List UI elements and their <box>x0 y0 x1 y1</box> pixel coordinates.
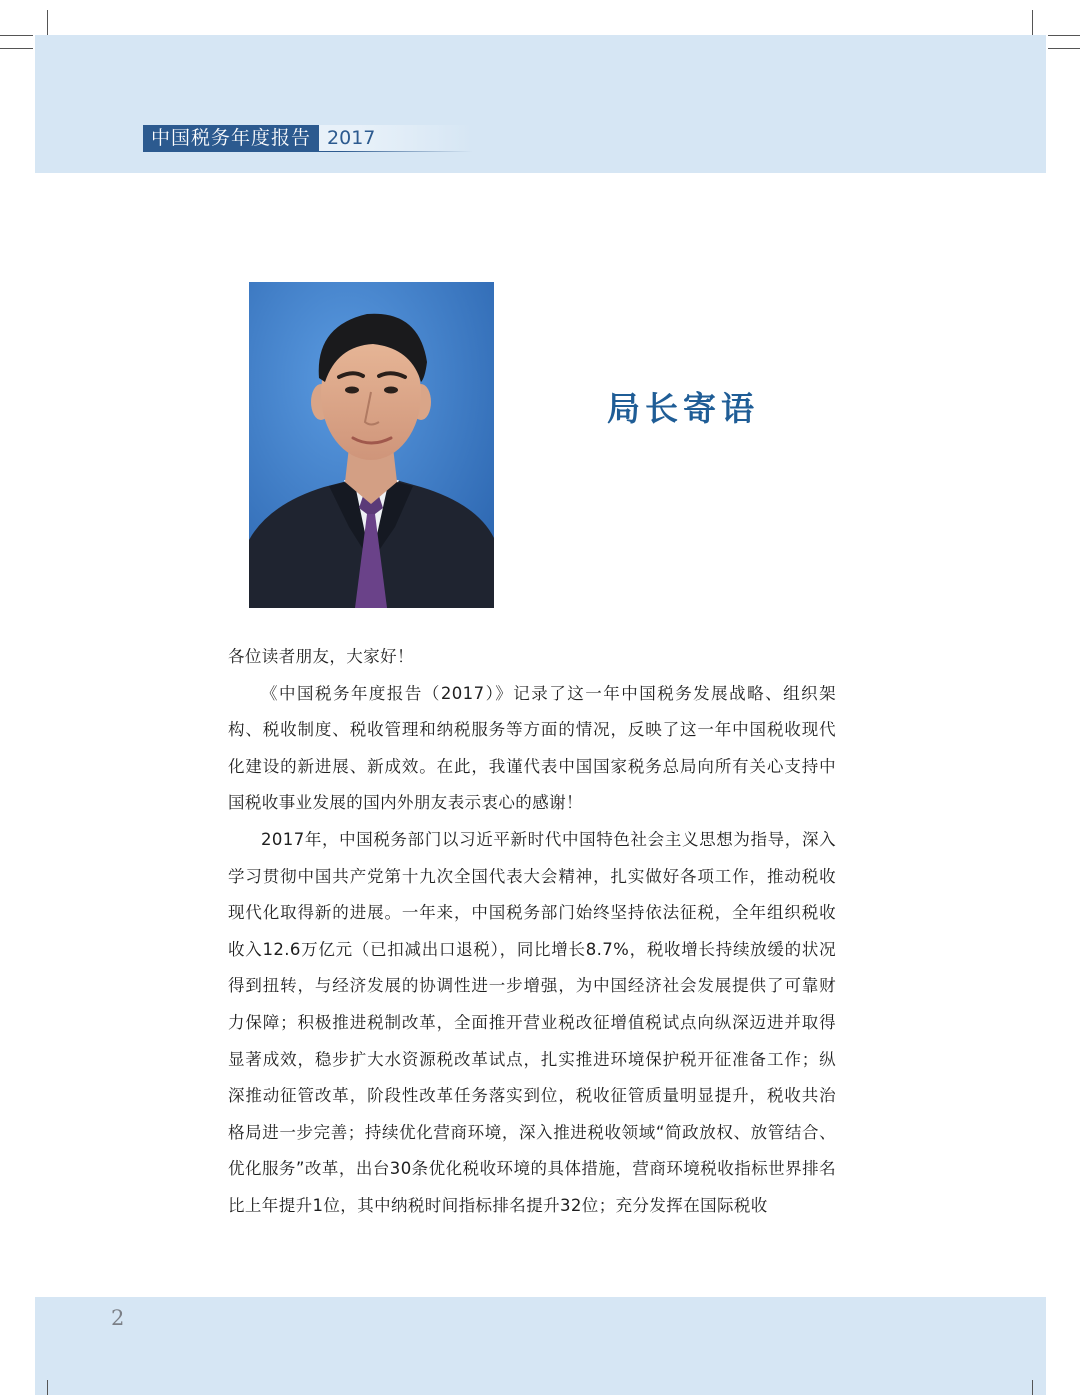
running-header <box>143 125 473 152</box>
crop-mark <box>1032 10 1033 35</box>
header-year: 2017 <box>327 127 376 149</box>
header-title: 中国税务年度报告 <box>143 125 319 152</box>
crop-mark <box>0 48 33 49</box>
header-band <box>35 35 1046 173</box>
letter-greeting: 各位读者朋友，大家好！ <box>228 647 414 666</box>
crop-mark <box>1048 48 1080 49</box>
crop-mark <box>1032 1380 1033 1395</box>
portrait-illustration <box>249 282 494 608</box>
portrait-photo <box>249 282 494 608</box>
section-heading: 局长寄语 <box>607 389 759 428</box>
letter-paragraph: 2017年，中国税务部门以习近平新时代中国特色社会主义思想为指导，深入学习贯彻中国共产党第十九次全国代表大会精神，扎实做好各项工作，推动税收现代化取得新的进展。一年来，中国税务部门始终坚持依法征税，全年组织税收收入12.6万亿元（已扣减出口退税），同比增长8.7%，税收增长持续放缓的状况得到扭转，与经济发展的协调性进一步增强，为中国经济社会发展提供了可靠财力保障；积极推进税制改革，全面推开营业税改征增值税试点向纵深迈进并取得显著成效，稳步扩大水资源税改革试点，扎实推进环境保护税开征准备工作；纵深推动征管改革，阶段性改革任务落实到位，税收征管质量明显提升，税收共治格局进一步完善；持续优化营商环境，深入推进税收领域“简政放权、放管结合、优化服务”改革，出台30条优化税收环境的具体措施，营商环境税收指标世界排名比上年提升1位，其中纳税时间指标排名提升32位；充分发挥在国际税收 <box>228 829 836 1215</box>
crop-mark <box>47 1380 48 1395</box>
header-rule <box>143 151 473 152</box>
crop-mark <box>1048 35 1080 36</box>
letter-body <box>228 639 836 1225</box>
crop-mark <box>0 35 33 36</box>
footer-band <box>35 1297 1046 1395</box>
letter-paragraph: 《中国税务年度报告（2017）》记录了这一年中国税务发展战略、组织架构、税收制度、税收管理和纳税服务等方面的情况，反映了这一年中国税收现代化建设的新进展、新成效。在此，我谨代表中国国家税务总局向所有关心支持中国税收事业发展的国内外朋友表示衷心的感谢！ <box>228 683 836 813</box>
crop-mark <box>47 10 48 35</box>
page-number: 2 <box>111 1306 125 1330</box>
